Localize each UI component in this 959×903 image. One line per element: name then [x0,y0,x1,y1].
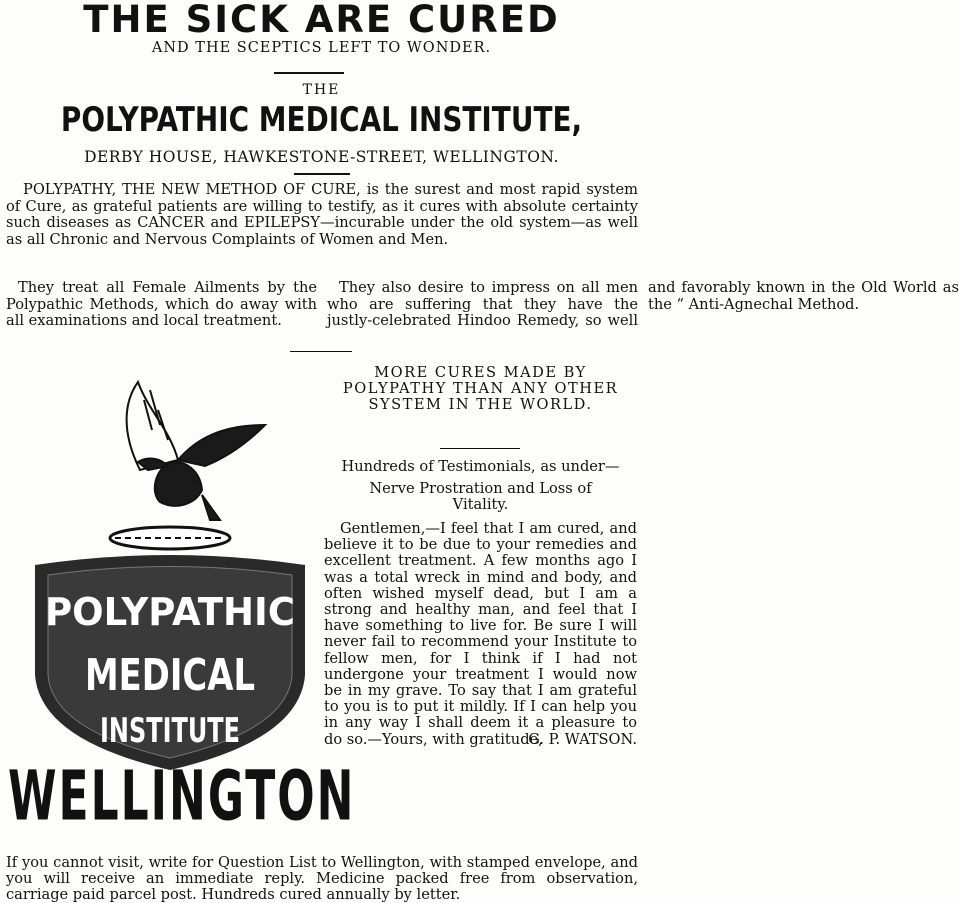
female-ailments-paragraph: They treat all Female Ailments by the Polypathic Methods, which do away with all examinations and local treatment. [6,279,317,330]
subheadline: AND THE SCEPTICS LEFT TO WONDER. [151,40,492,56]
hindoo-remedy-paragraph: They also desire to impress on all men who are suffering that they have the justly-celebrated Hindoo Remedy, so well and favorably known in the Old World as the “ Anti-Agnechal Method. [327,279,959,330]
bird-icon [127,382,265,520]
more-cures-heading: MORE CURES MADE BY POLYPATHY THAN ANY OTHER SYSTEM IN THE WORLD. [342,364,619,413]
nerve-prostration-heading: Nerve Prostration and Loss of Vitality. [369,480,592,513]
testimonial-letter [324,521,637,748]
the-label: THE [302,82,341,98]
divider-rule [274,72,344,74]
wellington-label: WELLINGTON [8,757,356,837]
institute-name: POLYPATHIC MEDICAL INSTITUTE, [60,100,583,140]
letter-body: Gentlemen,—I feel that I am cured, and believe it to be due to your remedies and excellent treatment. A few months ago I was a total wreck in mind and body, and often wished myself dead, but I am a strong and healthy man, and feel that I have something to live for. Be sure I will never fail to recommend your Institute to fellow men, for I think if I had not undergone your treatment I would now be in my grave. To say that I am grateful to you is to put it mildly. If I can help you in any way I shall deem it a pleasure to do so.—Yours, with gratitude, [324,520,637,748]
address-line: DERBY HOUSE, HAWKESTONE-STREET, WELLINGTON. [84,148,559,166]
wreath-icon [110,527,230,549]
signature: G. P. WATSON. [528,730,637,748]
bottom-paragraph: If you cannot visit, write for Question List to Wellington, with stamped envelope, and you will receive an immediate reply. Medicine packed free from observation, carriage paid parcel post. Hundreds cured annually by letter. [6,854,638,903]
institute-emblem [20,370,320,770]
testimonials-block [324,459,637,513]
divider-rule [294,173,350,175]
section-end-rule [290,351,352,352]
intro-paragraph: POLYPATHY, THE NEW METHOD OF CURE, is the surest and most rapid system of Cure, as grateful patients are willing to testify, as it cures with absolute certainty such diseases as CANCER and EPILEPSY—incurable under the old system—as well as all Chronic and Nervous Complaints of Women and Men. [6,181,638,248]
testimonials-line: Hundreds of Testimonials, as under— [341,458,620,475]
two-column-paragraphs [6,279,959,348]
headline: THE SICK ARE CURED [83,0,560,41]
divider-rule [440,448,520,449]
shield-line-medical: MEDICAL [85,650,255,701]
shield-line-institute: INSTITUTE [100,711,240,751]
shield-line-polypathic: POLYPATHIC [45,590,295,634]
